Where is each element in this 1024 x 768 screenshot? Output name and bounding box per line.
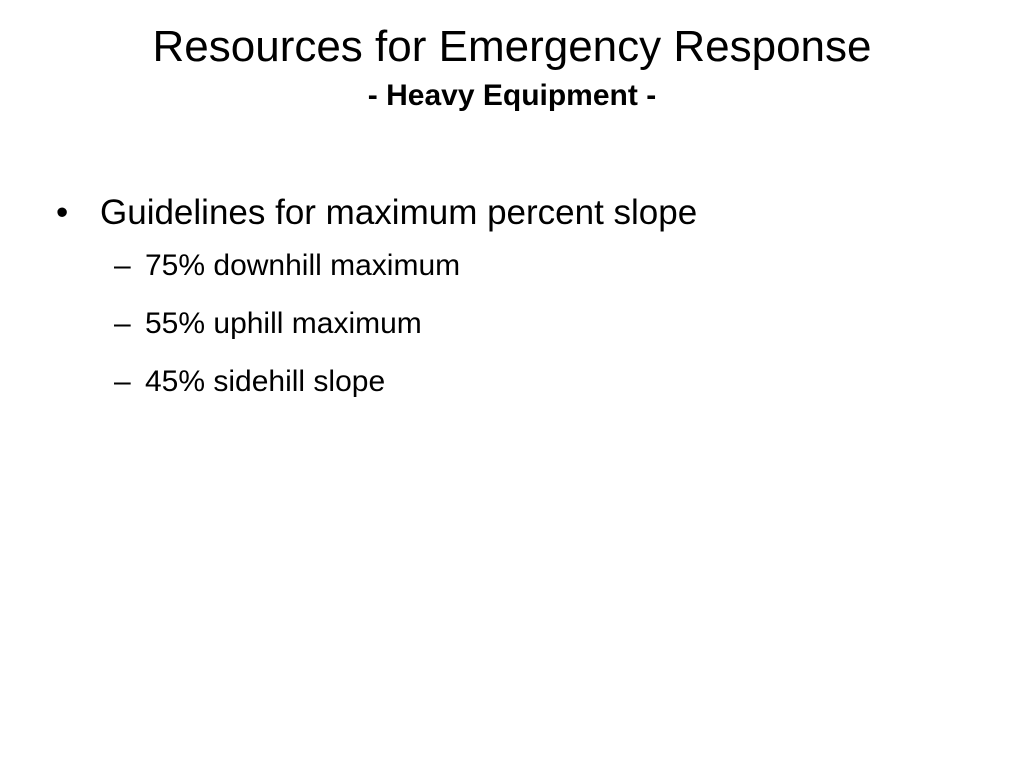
- bullet-text: Guidelines for maximum percent slope: [100, 193, 698, 232]
- slide-title: Resources for Emergency Response: [152, 22, 872, 71]
- bullet-marker-icon: •: [56, 193, 69, 232]
- dash-marker-icon: –: [114, 365, 131, 398]
- sub-bullet-text: 55% uphill maximum: [145, 307, 422, 340]
- dash-marker-icon: –: [114, 249, 131, 282]
- sub-bullet-text: 75% downhill maximum: [145, 249, 461, 282]
- sub-bullet-item: [56, 304, 976, 344]
- sub-bullet-text: 45% sidehill slope: [145, 365, 386, 398]
- sub-bullet-item: [56, 362, 976, 402]
- content-body: [56, 190, 976, 420]
- sub-bullet-list: [56, 246, 976, 402]
- sub-bullet-item: [56, 246, 976, 286]
- slide-subtitle: - Heavy Equipment -: [367, 79, 657, 112]
- bullet-item: [56, 190, 976, 236]
- dash-marker-icon: –: [114, 307, 131, 340]
- title-block: [40, 18, 984, 116]
